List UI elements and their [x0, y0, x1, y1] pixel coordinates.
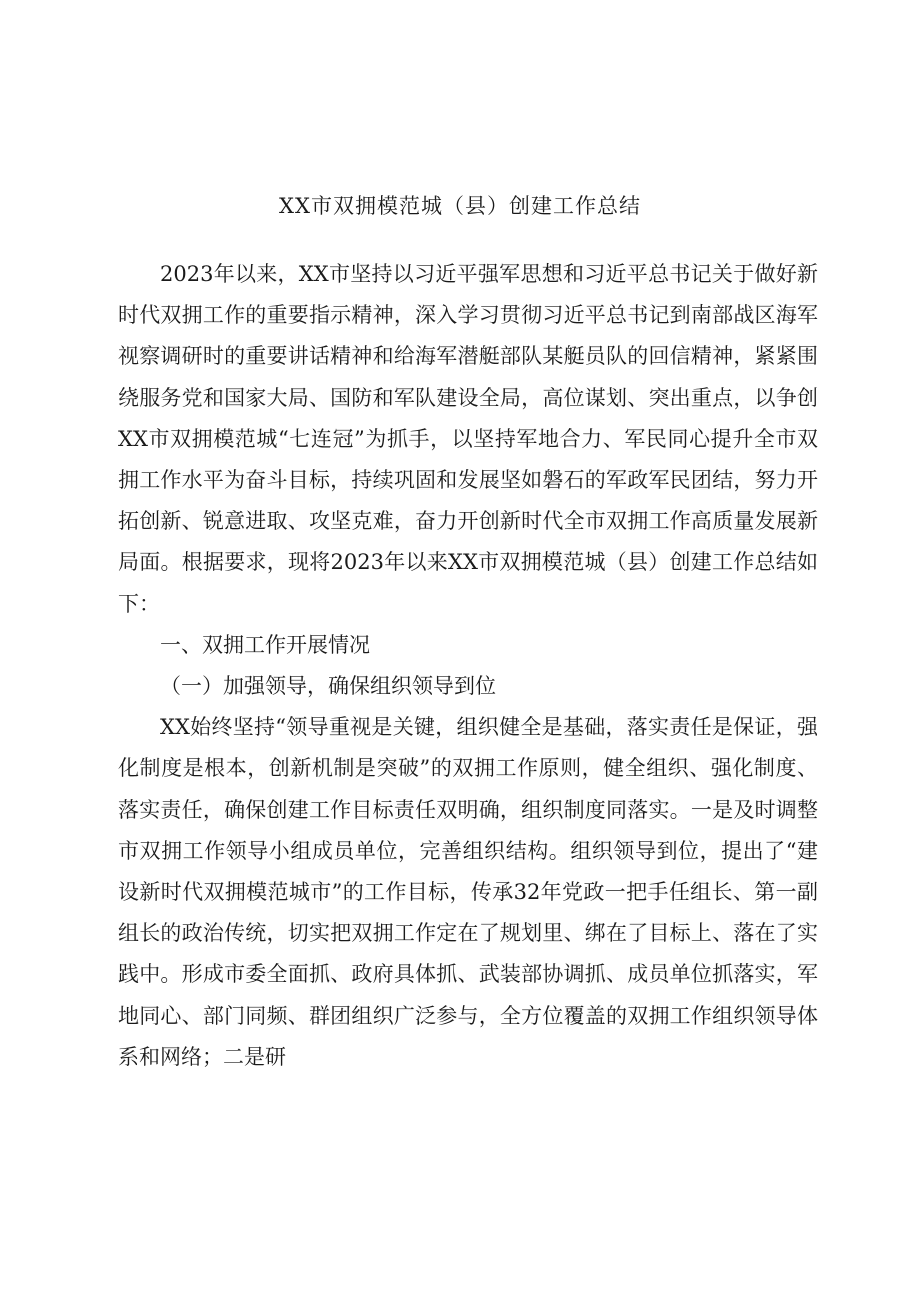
body-paragraph: XX始终坚持“领导重视是关键，组织健全是基础，落实责任是保证，强化制度是根本，创新机制是突破”的双拥工作原则，健全组织、强化制度、落实责任，确保创建工作目标责任双明确，组织制度同落实。一是及时调整市双拥工作领导小组成员单位，完善组织结构。组织领导到位，提出了“建设新时代双拥模范城市”的工作目标，传承32年党政一把手任组长、第一副组长的政治传统，切实把双拥工作定在了规划里、绑在了目标上、落在了实践中。形成市委全面抓、政府具体抓、武装部协调抓、成员单位抓落实，军地同心、部门同频、群团组织广泛参与，全方位覆盖的双拥工作组织领导体系和网络；二是研 — [118, 715, 818, 1069]
document-title: XX市双拥模范城（县）创建工作总结 — [279, 194, 641, 218]
document-body — [118, 254, 818, 1078]
intro-paragraph: 2023年以来，XX市坚持以习近平强军思想和习近平总书记关于做好新时代双拥工作的重要指示精神，深入学习贯彻习近平总书记到南部战区海军视察调研时的重要讲话精神和给海军潜艇部队某艇员队的回信精神，紧紧围绕服务党和国家大局、国防和军队建设全局，高位谋划、突出重点，以争创XX市双拥模范城“七连冠”为抓手，以坚持军地合力、军民同心提升全市双拥工作水平为奋斗目标，持续巩固和发展坚如磐石的军政军民团结，努力开拓创新、锐意进取、攻坚克难，奋力开创新时代全市双拥工作高质量发展新局面。根据要求，现将2023年以来XX市双拥模范城（县）创建工作总结如下： — [118, 262, 818, 616]
subsection-heading: （一）加强领导，确保组织领导到位 — [160, 674, 496, 699]
section-heading: 一、双拥工作开展情况 — [160, 632, 370, 657]
